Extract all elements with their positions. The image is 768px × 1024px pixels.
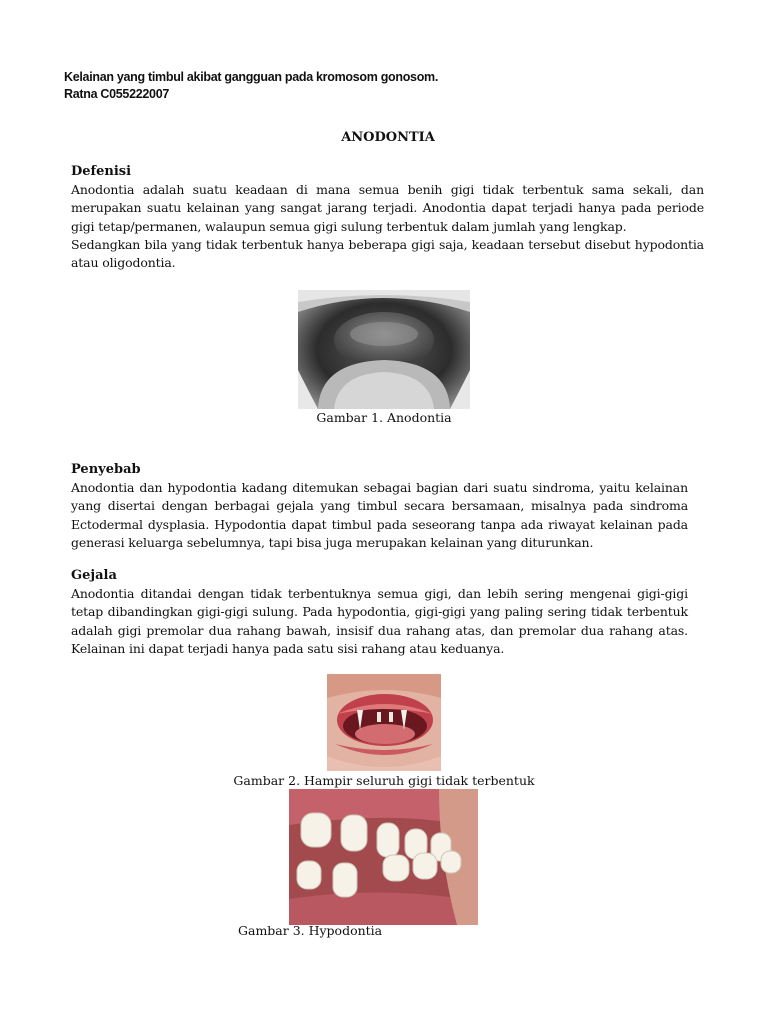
hypodontia-photo	[289, 789, 478, 925]
anodontia-photo	[298, 290, 470, 409]
document-header	[64, 69, 438, 103]
section-body-gejala	[71, 585, 688, 658]
section-heading-gejala: Gejala	[71, 568, 117, 583]
document-title: ANODONTIA	[341, 130, 435, 145]
section-body-penyebab	[71, 479, 688, 552]
figure-1-image	[298, 290, 470, 409]
header-author: Ratna C055222007	[64, 87, 169, 101]
figure-2-caption: Gambar 2. Hampir seluruh gigi tidak terbentuk	[233, 773, 535, 788]
section-heading-defenisi: Defenisi	[71, 164, 132, 179]
paragraph: Sedangkan bila yang tidak terbentuk hanya beberapa gigi saja, keadaan tersebut disebut hypodontia atau oligodontia.	[71, 236, 704, 271]
section-body-defenisi	[71, 181, 704, 272]
paragraph: Anodontia dan hypodontia kadang ditemukan sebagai bagian dari suatu sindroma, yaitu kelainan yang disertai dengan berbagai gejala yang timbul secara bersamaan, misalnya pada sindroma Ectodermal dysplasia. Hypodontia dapat timbul pada seseorang tanpa ada riwayat kelainan pada generasi keluarga sebelumnya, tapi bisa juga merupakan kelainan yang diturunkan.	[71, 480, 688, 550]
header-topic: Kelainan yang timbul akibat gangguan pada kromosom gonosom.	[64, 70, 439, 84]
section-heading-penyebab: Penyebab	[71, 462, 141, 477]
figure-3-image	[289, 789, 478, 925]
missing-teeth-photo	[327, 674, 441, 771]
figure-1-caption: Gambar 1. Anodontia	[316, 410, 452, 425]
paragraph: Anodontia ditandai dengan tidak terbentuknya semua gigi, dan lebih sering mengenai gigi-gigi tetap dibandingkan gigi-gigi sulung. Pada hypodontia, gigi-gigi yang paling sering tidak terbentuk adalah gigi premolar dua rahang bawah, insisif dua rahang atas, dan premolar dua rahang atas. Kelainan ini dapat terjadi hanya pada satu sisi rahang atau keduanya.	[71, 586, 688, 656]
paragraph: Anodontia adalah suatu keadaan di mana semua benih gigi tidak terbentuk sama sekali, dan merupakan suatu kelainan yang sangat jarang terjadi. Anodontia dapat terjadi hanya pada periode gigi tetap/permanen, walaupun semua gigi sulung terbentuk dalam jumlah yang lengkap.	[71, 182, 704, 234]
figure-2-image	[327, 674, 441, 771]
figure-3-caption: Gambar 3. Hypodontia	[238, 923, 383, 938]
